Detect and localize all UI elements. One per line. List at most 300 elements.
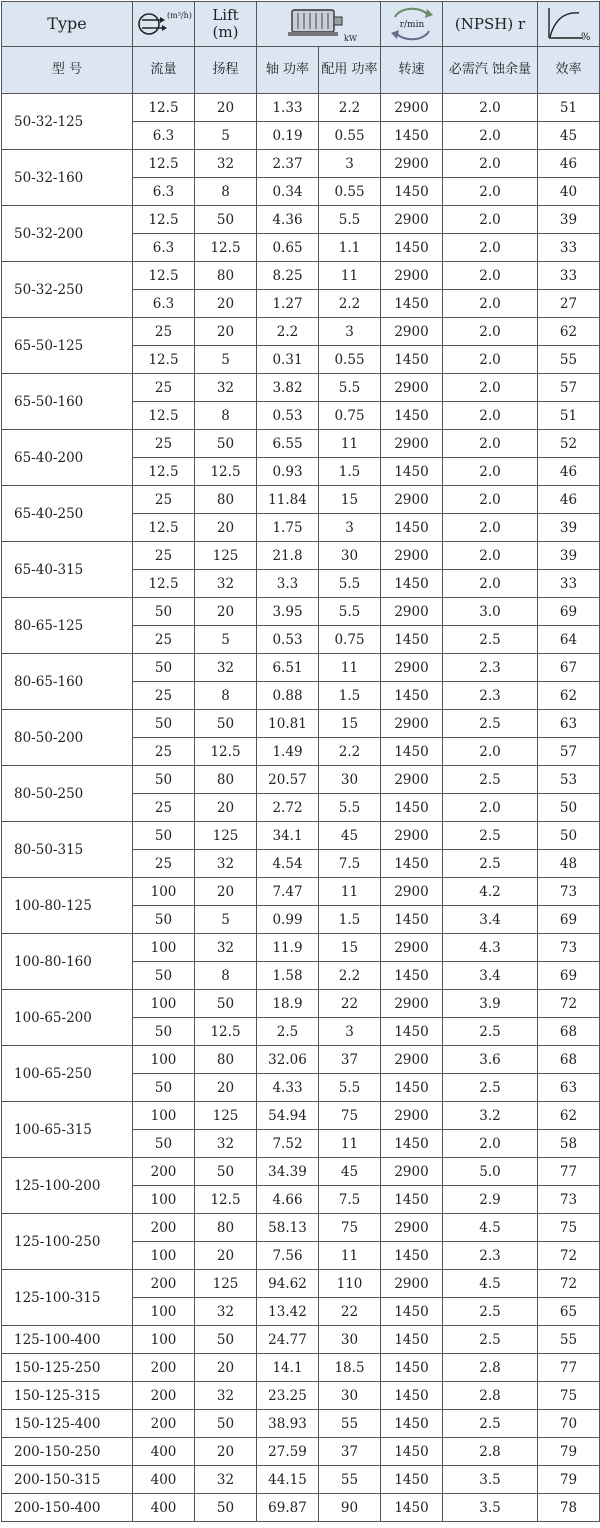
pump-type-cell: 100-65-200 xyxy=(2,990,133,1046)
data-cell: 40 xyxy=(538,178,600,206)
table-row xyxy=(2,206,600,234)
data-cell: 4.2 xyxy=(443,878,538,906)
data-cell: 51 xyxy=(538,402,600,430)
cn-flow-header: 流量 xyxy=(133,47,195,94)
data-cell: 0.55 xyxy=(319,178,381,206)
data-cell: 4.36 xyxy=(257,206,319,234)
pump-type-cell: 125-100-400 xyxy=(2,1326,133,1354)
data-cell: 100 xyxy=(133,1102,195,1130)
data-cell: 6.55 xyxy=(257,430,319,458)
data-cell: 20 xyxy=(195,794,257,822)
data-cell: 30 xyxy=(319,766,381,794)
data-cell: 0.99 xyxy=(257,906,319,934)
data-cell: 20 xyxy=(195,1438,257,1466)
data-cell: 46 xyxy=(538,150,600,178)
data-cell: 4.33 xyxy=(257,1074,319,1102)
data-cell: 20 xyxy=(195,318,257,346)
data-cell: 11 xyxy=(319,654,381,682)
data-cell: 32 xyxy=(195,1466,257,1494)
data-cell: 39 xyxy=(538,206,600,234)
data-cell: 1450 xyxy=(381,738,443,766)
data-cell: 2.0 xyxy=(443,514,538,542)
data-cell: 39 xyxy=(538,514,600,542)
data-cell: 50 xyxy=(133,654,195,682)
data-cell: 125 xyxy=(195,822,257,850)
data-cell: 72 xyxy=(538,1242,600,1270)
data-cell: 2.0 xyxy=(443,206,538,234)
data-cell: 2.5 xyxy=(443,626,538,654)
data-cell: 5.5 xyxy=(319,794,381,822)
data-cell: 2900 xyxy=(381,1102,443,1130)
data-cell: 25 xyxy=(133,850,195,878)
data-cell: 58.13 xyxy=(257,1214,319,1242)
data-cell: 2900 xyxy=(381,542,443,570)
data-cell: 1.33 xyxy=(257,94,319,122)
data-cell: 5 xyxy=(195,346,257,374)
data-cell: 3 xyxy=(319,318,381,346)
data-cell: 69 xyxy=(538,906,600,934)
data-cell: 3.95 xyxy=(257,598,319,626)
data-cell: 2900 xyxy=(381,1214,443,1242)
data-cell: 62 xyxy=(538,682,600,710)
data-cell: 30 xyxy=(319,1326,381,1354)
data-cell: 2.0 xyxy=(443,430,538,458)
data-cell: 2.8 xyxy=(443,1354,538,1382)
pump-type-cell: 50-32-250 xyxy=(2,262,133,318)
data-cell: 100 xyxy=(133,1326,195,1354)
data-cell: 80 xyxy=(195,486,257,514)
data-cell: 3.4 xyxy=(443,906,538,934)
data-cell: 79 xyxy=(538,1466,600,1494)
table-row xyxy=(2,654,600,682)
flow-header xyxy=(133,2,195,47)
data-cell: 32 xyxy=(195,374,257,402)
data-cell: 68 xyxy=(538,1046,600,1074)
data-cell: 3.5 xyxy=(443,1494,538,1522)
header-row-chinese xyxy=(2,47,600,94)
data-cell: 2.0 xyxy=(443,402,538,430)
data-cell: 2900 xyxy=(381,1158,443,1186)
data-cell: 15 xyxy=(319,486,381,514)
data-cell: 7.5 xyxy=(319,1186,381,1214)
data-cell: 2.5 xyxy=(443,822,538,850)
data-cell: 5.5 xyxy=(319,1074,381,1102)
data-cell: 5.5 xyxy=(319,374,381,402)
data-cell: 0.75 xyxy=(319,626,381,654)
data-cell: 2900 xyxy=(381,486,443,514)
data-cell: 1.58 xyxy=(257,962,319,990)
pump-type-cell: 65-50-160 xyxy=(2,374,133,430)
data-cell: 7.5 xyxy=(319,850,381,878)
data-cell: 2.72 xyxy=(257,794,319,822)
efficiency-header xyxy=(538,2,600,47)
data-cell: 79 xyxy=(538,1438,600,1466)
data-cell: 20 xyxy=(195,878,257,906)
data-cell: 5 xyxy=(195,122,257,150)
data-cell: 3.2 xyxy=(443,1102,538,1130)
data-cell: 75 xyxy=(319,1214,381,1242)
pump-type-cell: 125-100-200 xyxy=(2,1158,133,1214)
data-cell: 30 xyxy=(319,1382,381,1410)
table-row xyxy=(2,878,600,906)
pump-spec-table xyxy=(1,1,600,1522)
table-row xyxy=(2,822,600,850)
header-row-english xyxy=(2,2,600,47)
data-cell: 14.1 xyxy=(257,1354,319,1382)
data-cell: 25 xyxy=(133,374,195,402)
data-cell: 80 xyxy=(195,1046,257,1074)
data-cell: 12.5 xyxy=(195,458,257,486)
data-cell: 2.0 xyxy=(443,1130,538,1158)
data-cell: 400 xyxy=(133,1494,195,1522)
data-cell: 1450 xyxy=(381,1242,443,1270)
data-cell: 2.8 xyxy=(443,1438,538,1466)
pump-type-cell: 50-32-125 xyxy=(2,94,133,150)
data-cell: 2.0 xyxy=(443,570,538,598)
data-cell: 1450 xyxy=(381,458,443,486)
data-cell: 2.0 xyxy=(443,458,538,486)
data-cell: 23.25 xyxy=(257,1382,319,1410)
data-cell: 65 xyxy=(538,1298,600,1326)
data-cell: 2.0 xyxy=(443,94,538,122)
data-cell: 12.5 xyxy=(133,262,195,290)
table-row xyxy=(2,1438,600,1466)
data-cell: 3.3 xyxy=(257,570,319,598)
data-cell: 50 xyxy=(195,990,257,1018)
data-cell: 52 xyxy=(538,430,600,458)
data-cell: 50 xyxy=(195,1494,257,1522)
table-row xyxy=(2,430,600,458)
cn-motor-power-header: 配用 功率 xyxy=(319,47,381,94)
data-cell: 2.2 xyxy=(319,94,381,122)
data-cell: 75 xyxy=(319,1102,381,1130)
table-row xyxy=(2,1102,600,1130)
data-cell: 0.88 xyxy=(257,682,319,710)
data-cell: 4.54 xyxy=(257,850,319,878)
table-row xyxy=(2,262,600,290)
data-cell: 2.2 xyxy=(319,962,381,990)
data-cell: 55 xyxy=(319,1466,381,1494)
data-cell: 1450 xyxy=(381,1410,443,1438)
type-header: Type xyxy=(2,2,133,47)
data-cell: 63 xyxy=(538,710,600,738)
data-cell: 2.3 xyxy=(443,654,538,682)
pump-type-cell: 80-65-125 xyxy=(2,598,133,654)
data-cell: 5.0 xyxy=(443,1158,538,1186)
data-cell: 2.5 xyxy=(443,766,538,794)
pump-type-cell: 80-50-250 xyxy=(2,766,133,822)
data-cell: 1450 xyxy=(381,1298,443,1326)
flow-unit: (m³/h) xyxy=(166,11,192,20)
data-cell: 3.0 xyxy=(443,598,538,626)
data-cell: 1.5 xyxy=(319,906,381,934)
data-cell: 1.49 xyxy=(257,738,319,766)
data-cell: 4.66 xyxy=(257,1186,319,1214)
data-cell: 2900 xyxy=(381,766,443,794)
data-cell: 1450 xyxy=(381,1354,443,1382)
table-row xyxy=(2,542,600,570)
data-cell: 2900 xyxy=(381,934,443,962)
table-row xyxy=(2,1382,600,1410)
pump-type-cell: 50-32-160 xyxy=(2,150,133,206)
data-cell: 0.53 xyxy=(257,402,319,430)
data-cell: 55 xyxy=(538,346,600,374)
data-cell: 100 xyxy=(133,1186,195,1214)
data-cell: 13.42 xyxy=(257,1298,319,1326)
pump-type-cell: 100-65-250 xyxy=(2,1046,133,1102)
data-cell: 2.0 xyxy=(443,486,538,514)
table-row xyxy=(2,150,600,178)
table-row xyxy=(2,1270,600,1298)
table-row xyxy=(2,94,600,122)
table-row xyxy=(2,1214,600,1242)
data-cell: 10.81 xyxy=(257,710,319,738)
data-cell: 1450 xyxy=(381,122,443,150)
data-cell: 20 xyxy=(195,514,257,542)
efficiency-curve-icon xyxy=(543,5,595,43)
data-cell: 69.87 xyxy=(257,1494,319,1522)
data-cell: 50 xyxy=(538,794,600,822)
data-cell: 3.6 xyxy=(443,1046,538,1074)
data-cell: 1450 xyxy=(381,290,443,318)
data-cell: 2.37 xyxy=(257,150,319,178)
data-cell: 4.3 xyxy=(443,934,538,962)
data-cell: 2.0 xyxy=(443,122,538,150)
data-cell: 73 xyxy=(538,1186,600,1214)
data-cell: 64 xyxy=(538,626,600,654)
data-cell: 32 xyxy=(195,1130,257,1158)
data-cell: 32 xyxy=(195,654,257,682)
data-cell: 50 xyxy=(133,1018,195,1046)
data-cell: 2900 xyxy=(381,318,443,346)
data-cell: 2900 xyxy=(381,1046,443,1074)
table-row xyxy=(2,934,600,962)
motor-icon xyxy=(264,4,374,44)
data-cell: 20 xyxy=(195,94,257,122)
data-cell: 0.31 xyxy=(257,346,319,374)
cn-lift-header: 扬程 xyxy=(195,47,257,94)
data-cell: 200 xyxy=(133,1214,195,1242)
pump-type-cell: 80-50-200 xyxy=(2,710,133,766)
table-row xyxy=(2,1158,600,1186)
data-cell: 50 xyxy=(195,206,257,234)
data-cell: 46 xyxy=(538,458,600,486)
data-cell: 20 xyxy=(195,1354,257,1382)
pump-type-cell: 100-65-315 xyxy=(2,1102,133,1158)
data-cell: 1450 xyxy=(381,1326,443,1354)
data-cell: 1450 xyxy=(381,626,443,654)
data-cell: 200 xyxy=(133,1158,195,1186)
data-cell: 2.0 xyxy=(443,262,538,290)
data-cell: 2.0 xyxy=(443,346,538,374)
lift-unit: (m) xyxy=(212,23,239,41)
data-cell: 68 xyxy=(538,1018,600,1046)
pump-type-cell: 150-125-315 xyxy=(2,1382,133,1410)
data-cell: 1450 xyxy=(381,1018,443,1046)
data-cell: 2900 xyxy=(381,710,443,738)
data-cell: 80 xyxy=(195,766,257,794)
data-cell: 62 xyxy=(538,1102,600,1130)
data-cell: 63 xyxy=(538,1074,600,1102)
data-cell: 50 xyxy=(195,430,257,458)
data-cell: 12.5 xyxy=(195,1018,257,1046)
data-cell: 48 xyxy=(538,850,600,878)
data-cell: 2.0 xyxy=(443,178,538,206)
data-cell: 2.0 xyxy=(443,318,538,346)
data-cell: 3.9 xyxy=(443,990,538,1018)
data-cell: 5 xyxy=(195,626,257,654)
data-cell: 2900 xyxy=(381,1270,443,1298)
data-cell: 6.3 xyxy=(133,178,195,206)
data-cell: 200 xyxy=(133,1270,195,1298)
data-cell: 75 xyxy=(538,1382,600,1410)
pump-type-cell: 150-125-250 xyxy=(2,1354,133,1382)
data-cell: 20 xyxy=(195,1242,257,1270)
table-body xyxy=(2,94,600,1522)
data-cell: 8.25 xyxy=(257,262,319,290)
data-cell: 2900 xyxy=(381,94,443,122)
data-cell: 32.06 xyxy=(257,1046,319,1074)
table-row xyxy=(2,1046,600,1074)
table-row xyxy=(2,1494,600,1522)
data-cell: 50 xyxy=(195,1158,257,1186)
data-cell: 21.8 xyxy=(257,542,319,570)
data-cell: 12.5 xyxy=(133,206,195,234)
pump-type-cell: 50-32-200 xyxy=(2,206,133,262)
data-cell: 72 xyxy=(538,990,600,1018)
data-cell: 57 xyxy=(538,738,600,766)
data-cell: 50 xyxy=(195,1410,257,1438)
table-row xyxy=(2,374,600,402)
pump-type-cell: 65-40-250 xyxy=(2,486,133,542)
cn-type-header: 型 号 xyxy=(2,47,133,94)
data-cell: 50 xyxy=(538,822,600,850)
cn-speed-header: 转速 xyxy=(381,47,443,94)
data-cell: 2.0 xyxy=(443,234,538,262)
data-cell: 44.15 xyxy=(257,1466,319,1494)
data-cell: 12.5 xyxy=(133,150,195,178)
table-row xyxy=(2,486,600,514)
data-cell: 5.5 xyxy=(319,598,381,626)
data-cell: 37 xyxy=(319,1438,381,1466)
data-cell: 2.2 xyxy=(319,738,381,766)
data-cell: 1450 xyxy=(381,962,443,990)
data-cell: 25 xyxy=(133,626,195,654)
pump-type-cell: 125-100-315 xyxy=(2,1270,133,1326)
power-unit: kW xyxy=(343,34,357,43)
data-cell: 50 xyxy=(133,962,195,990)
lift-header xyxy=(195,2,257,47)
table-row xyxy=(2,1466,600,1494)
data-cell: 77 xyxy=(538,1354,600,1382)
data-cell: 33 xyxy=(538,234,600,262)
cn-shaft-power-header: 轴 功率 xyxy=(257,47,319,94)
data-cell: 20 xyxy=(195,598,257,626)
data-cell: 1450 xyxy=(381,570,443,598)
data-cell: 100 xyxy=(133,1046,195,1074)
data-cell: 1450 xyxy=(381,1382,443,1410)
data-cell: 90 xyxy=(319,1494,381,1522)
data-cell: 73 xyxy=(538,878,600,906)
data-cell: 2.5 xyxy=(443,1326,538,1354)
data-cell: 54.94 xyxy=(257,1102,319,1130)
data-cell: 1450 xyxy=(381,1438,443,1466)
data-cell: 7.52 xyxy=(257,1130,319,1158)
data-cell: 2.3 xyxy=(443,682,538,710)
data-cell: 100 xyxy=(133,990,195,1018)
cn-npsh-header: 必需汽 蚀余量 xyxy=(443,47,538,94)
pump-type-cell: 200-150-250 xyxy=(2,1438,133,1466)
data-cell: 1450 xyxy=(381,1074,443,1102)
data-cell: 2900 xyxy=(381,822,443,850)
data-cell: 94.62 xyxy=(257,1270,319,1298)
pump-type-cell: 200-150-315 xyxy=(2,1466,133,1494)
data-cell: 2.8 xyxy=(443,1382,538,1410)
data-cell: 15 xyxy=(319,710,381,738)
data-cell: 5 xyxy=(195,906,257,934)
data-cell: 100 xyxy=(133,1242,195,1270)
data-cell: 11 xyxy=(319,430,381,458)
data-cell: 12.5 xyxy=(133,346,195,374)
data-cell: 50 xyxy=(133,710,195,738)
data-cell: 57 xyxy=(538,374,600,402)
data-cell: 2.5 xyxy=(443,1410,538,1438)
data-cell: 12.5 xyxy=(195,1186,257,1214)
table-row xyxy=(2,990,600,1018)
data-cell: 125 xyxy=(195,542,257,570)
data-cell: 1450 xyxy=(381,1494,443,1522)
data-cell: 3.82 xyxy=(257,374,319,402)
data-cell: 69 xyxy=(538,598,600,626)
data-cell: 50 xyxy=(195,1326,257,1354)
data-cell: 8 xyxy=(195,178,257,206)
data-cell: 3 xyxy=(319,1018,381,1046)
data-cell: 50 xyxy=(133,766,195,794)
data-cell: 1.75 xyxy=(257,514,319,542)
data-cell: 7.47 xyxy=(257,878,319,906)
data-cell: 2.0 xyxy=(443,150,538,178)
data-cell: 38.93 xyxy=(257,1410,319,1438)
data-cell: 2.0 xyxy=(443,542,538,570)
flow-icon xyxy=(136,7,192,41)
data-cell: 20 xyxy=(195,290,257,318)
pump-type-cell: 100-80-125 xyxy=(2,878,133,934)
data-cell: 73 xyxy=(538,934,600,962)
data-cell: 1450 xyxy=(381,682,443,710)
data-cell: 25 xyxy=(133,794,195,822)
data-cell: 32 xyxy=(195,570,257,598)
data-cell: 58 xyxy=(538,1130,600,1158)
efficiency-unit: % xyxy=(580,32,591,43)
data-cell: 100 xyxy=(133,934,195,962)
data-cell: 8 xyxy=(195,682,257,710)
data-cell: 15 xyxy=(319,934,381,962)
data-cell: 2900 xyxy=(381,262,443,290)
pump-type-cell: 65-40-200 xyxy=(2,430,133,486)
data-cell: 1.5 xyxy=(319,682,381,710)
data-cell: 1.5 xyxy=(319,458,381,486)
data-cell: 1450 xyxy=(381,1130,443,1158)
data-cell: 2.0 xyxy=(443,794,538,822)
data-cell: 80 xyxy=(195,262,257,290)
data-cell: 32 xyxy=(195,1298,257,1326)
data-cell: 200 xyxy=(133,1410,195,1438)
data-cell: 400 xyxy=(133,1466,195,1494)
data-cell: 6.3 xyxy=(133,122,195,150)
pump-type-cell: 80-50-315 xyxy=(2,822,133,878)
data-cell: 12.5 xyxy=(133,570,195,598)
data-cell: 25 xyxy=(133,682,195,710)
